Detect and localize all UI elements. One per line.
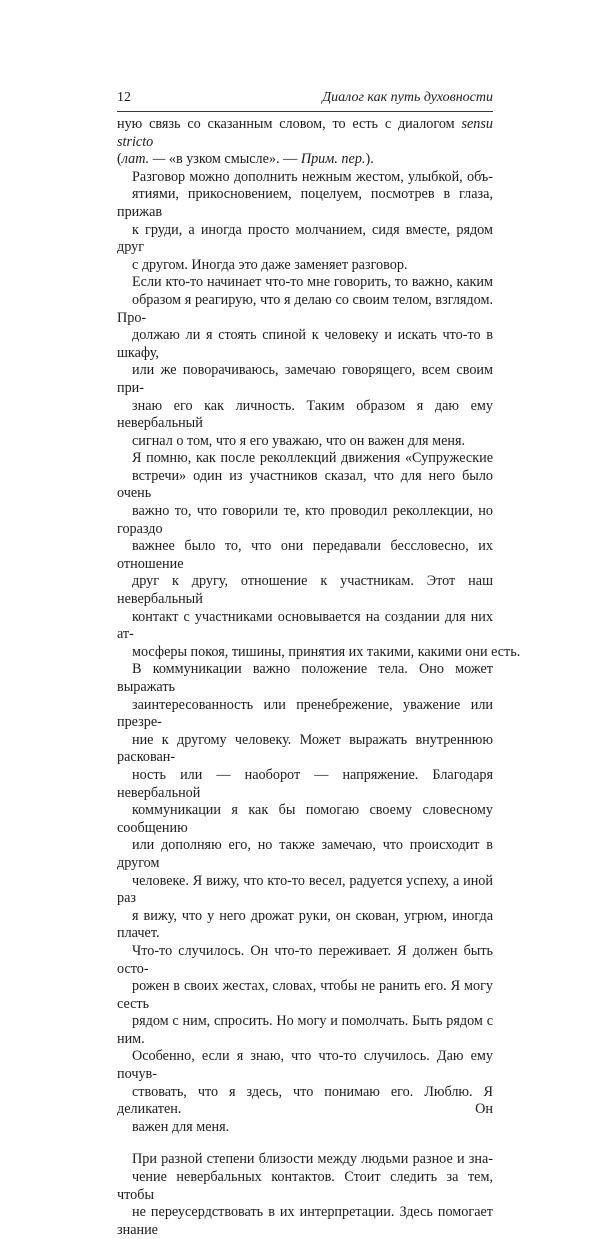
text-line: В коммуникации важно положение тела. Оно может выражать: [117, 661, 493, 695]
text-line: заинтересованность или пренебрежение, уважение или презре-: [117, 696, 493, 731]
text-line: важно то, что говорили те, кто проводил реколлекции, но гораздо: [117, 503, 493, 537]
text-line: ствовать, что я здесь, что понимаю его. Люблю. Я деликатен. Он: [117, 1083, 493, 1118]
text-line: важнее было то, что они передавали бессловесно, их отношение: [117, 538, 493, 572]
text-line: к груди, а иногда просто молчанием, сидя вместе, рядом друг: [117, 221, 493, 256]
paragraph-1: [117, 116, 493, 169]
latin-term: sensu stricto: [117, 116, 493, 150]
text-line: Разговор можно дополнить нежным жестом, улыбкой, объ-: [132, 168, 493, 185]
paragraph-2: [117, 169, 493, 275]
body-text: [117, 116, 521, 1239]
text-line: должаю ли я стоять спиной к человеку и искать что-то в шкафу,: [117, 327, 493, 361]
text-line: или же поворачиваюсь, замечаю говорящего, всем своим при-: [117, 362, 493, 396]
page-number: 12: [117, 90, 131, 105]
text-line: контакт с участниками основывается на создании для них ат-: [117, 608, 493, 643]
text-line: человеке. Я вижу, что кто-то весел, радуется успеху, а иной раз: [117, 872, 493, 907]
text-line: мосферы покоя, тишины, принятия их такими, какими они есть.: [132, 643, 521, 660]
text-line: рожен в своих жестах, словах, чтобы не ранить его. Я могу сесть: [117, 978, 493, 1012]
text-line: я вижу, что у него дрожат руки, он скован, угрюм, иногда плачет.: [117, 907, 493, 942]
text-line: Особенно, если я знаю, что что-то случилось. Даю ему почув-: [117, 1048, 493, 1083]
text-line: ние к другому человеку. Может выражать внутреннюю раскован-: [117, 731, 493, 766]
text-line: с другом. Иногда это даже заменяет разговор.: [132, 256, 408, 273]
text-line: ную связь со сказанным словом, то есть с диалогом sensu stricto: [117, 116, 493, 150]
paragraph-4: [117, 450, 521, 661]
text-line: ятиями, прикосновением, поцелуем, посмотрев в глаза, прижав: [117, 186, 493, 220]
text-line: встречи» один из участников сказал, что для него было очень: [117, 467, 493, 502]
text-line: друг к другу, отношение к участникам. Этот наш невербальный: [117, 573, 493, 608]
text-line: чение невербальных контактов. Стоит следить за тем, чтобы: [117, 1169, 493, 1203]
paragraph-5: [117, 661, 493, 1136]
text-line: Я помню, как после реколлекций движения «Супружеские: [132, 450, 493, 467]
text-line: или дополняю его, но также замечаю, что происходит в другом: [117, 837, 493, 871]
text-line: важен для меня.: [132, 1118, 230, 1135]
text-line: (лат. — «в узком смысле». — Прим. пер.).: [117, 151, 374, 168]
text-line: знаю его как личность. Таким образом я даю ему невербальный: [117, 397, 493, 432]
translator-note: Прим. пер.: [300, 151, 366, 168]
text-line: ность или — наоборот — напряжение. Благодаря невербальной: [117, 766, 493, 801]
paragraph-6: [117, 1151, 493, 1239]
running-head: [117, 89, 493, 107]
running-title: Диалог как путь духовности: [322, 90, 493, 105]
text-line: Что-то случилось. Он что-то переживает. Я должен быть осто-: [117, 942, 493, 977]
paragraph-3: [117, 274, 493, 450]
text-line: При разной степени близости между людьми разное и зна-: [132, 1151, 493, 1168]
text-line: сигнал о том, что я его уважаю, что он важен для меня.: [132, 432, 466, 449]
text-line: рядом с ним, спросить. Но могу и помолчать. Быть рядом с ним.: [117, 1013, 493, 1047]
text-line: образом я реагирую, что я делаю со своим телом, взглядом. Про-: [117, 291, 493, 326]
text-line: коммуникации я как бы помогаю своему словесному сообщению: [117, 802, 493, 836]
text-line: Если кто-то начинает что-то мне говорить, то важно, каким: [132, 274, 493, 291]
header-rule: [117, 111, 493, 112]
text-line: не переусердствовать в их интерпретации. Здесь помогает знание: [117, 1204, 493, 1238]
